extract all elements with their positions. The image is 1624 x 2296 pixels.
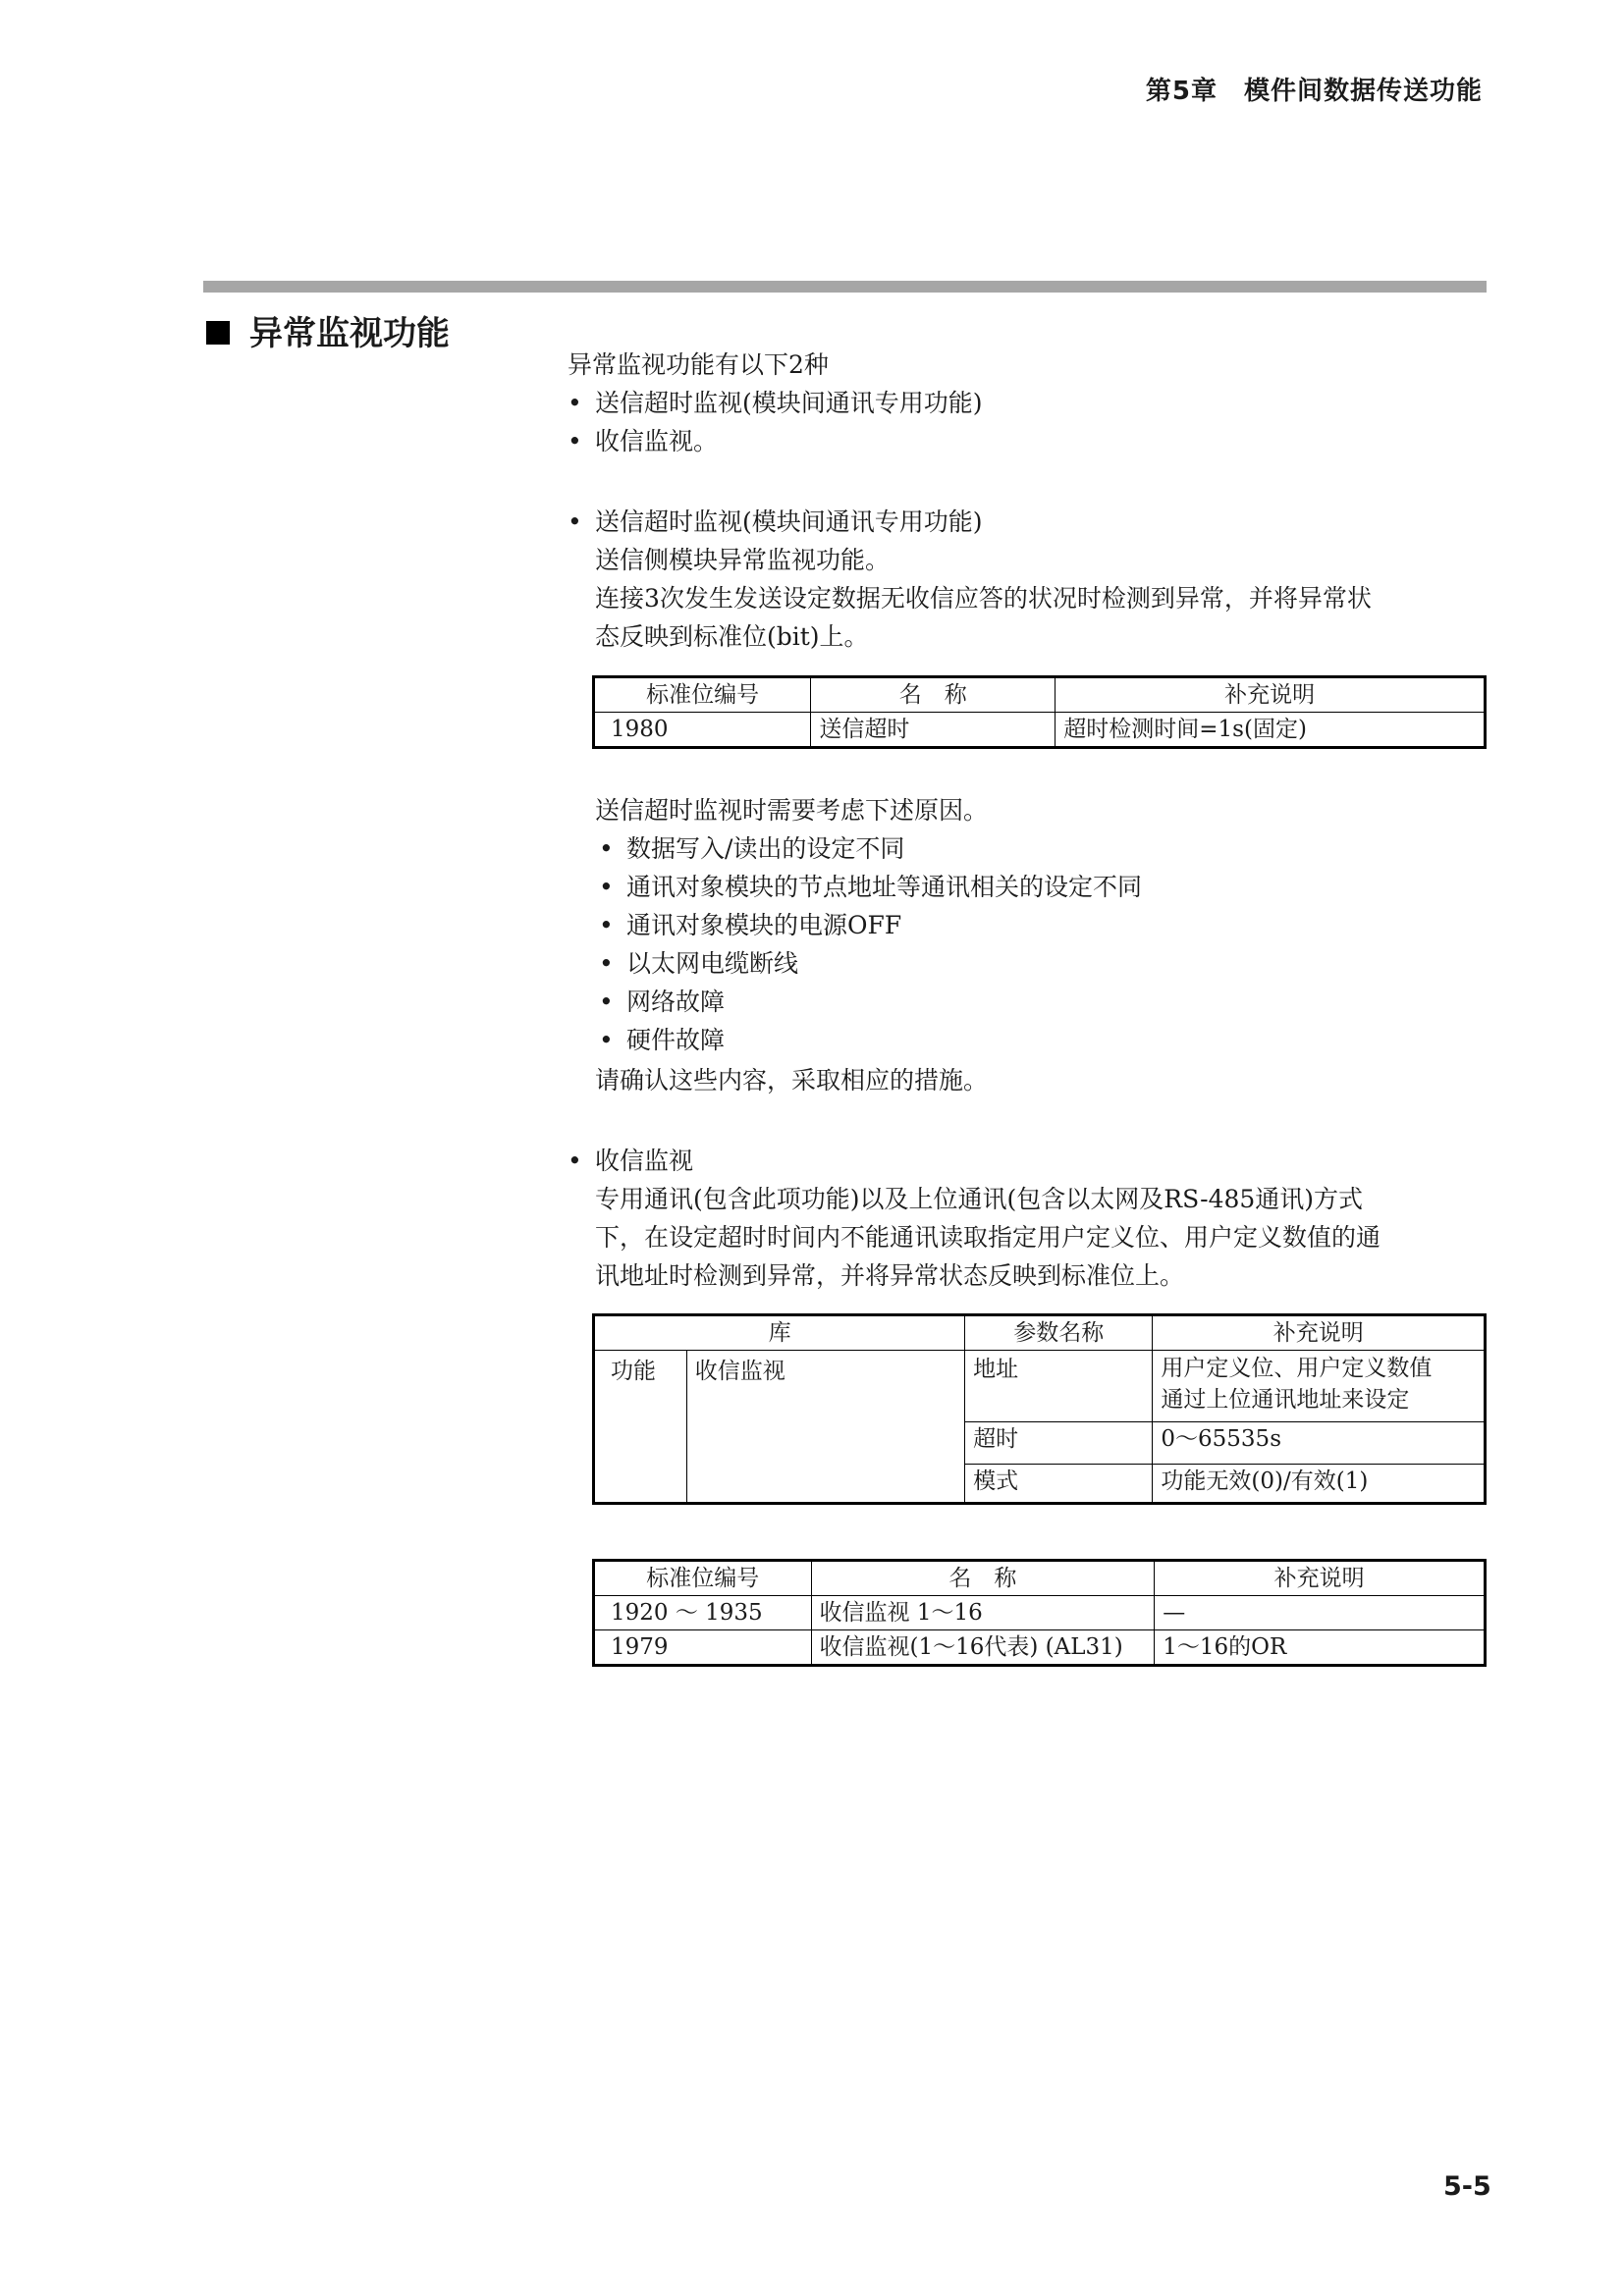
table-header-row — [594, 1561, 1486, 1596]
send-timeout-line: 态反映到标准位(bit)上。 — [595, 622, 869, 651]
receive-monitor-line: 下，在设定超时时间内不能通讯读取指定用户定义位、用户定义数值的通 — [595, 1223, 1381, 1252]
table-header-cell: 标准位编号 — [594, 677, 811, 713]
table-cell: 模式 — [965, 1465, 1153, 1504]
table-cell — [1153, 1351, 1486, 1422]
table-cell: 1920 ～ 1935 — [594, 1596, 812, 1630]
table-row — [594, 1630, 1486, 1666]
table-header-cell: 名 称 — [811, 677, 1056, 713]
note-line: 用户定义位、用户定义数值 — [1161, 1356, 1433, 1381]
table-cell: 0～65535s — [1153, 1422, 1486, 1465]
table-header-cell: 补充说明 — [1056, 677, 1486, 713]
receive-monitor-line: 专用通讯(包含此项功能)以及上位通讯(包含以太网及RS-485通讯)方式 — [595, 1185, 1364, 1213]
table-cell: — — [1155, 1596, 1486, 1630]
cause-item: • 通讯对象模块的节点地址等通讯相关的设定不同 — [626, 868, 1142, 906]
table-header-cell: 补充说明 — [1153, 1315, 1486, 1351]
table-cell: 收信监视(1～16代表) (AL31) — [811, 1630, 1155, 1666]
table-cell: 功能 — [594, 1351, 687, 1504]
send-timeout-title: • 送信超时监视(模块间通讯专用功能) — [595, 503, 983, 541]
table-header-row — [594, 677, 1486, 713]
table-row — [594, 1351, 1486, 1422]
table-cell: 1～16的OR — [1155, 1630, 1486, 1666]
table-header-cell: 补充说明 — [1155, 1561, 1486, 1596]
table-header-cell: 参数名称 — [965, 1315, 1153, 1351]
table-cell: 收信监视 — [686, 1351, 964, 1504]
causes-closing: 请确认这些内容，采取相应的措施。 — [595, 1066, 989, 1095]
table-cell: 超时 — [965, 1422, 1153, 1465]
section-title-text: 异常监视功能 — [249, 314, 450, 353]
table-cell: 送信超时 — [811, 713, 1056, 748]
table-row — [594, 713, 1486, 748]
table-header-row — [594, 1315, 1486, 1351]
cause-item: • 数据写入/读出的设定不同 — [626, 829, 904, 868]
send-timeout-line: 连接3次发生发送设定数据无收信应答的状况时检测到异常，并将异常状 — [595, 584, 1372, 613]
send-timeout-line: 送信侧模块异常监视功能。 — [595, 546, 891, 574]
receive-monitor-title: • 收信监视 — [595, 1142, 693, 1180]
send-timeout-table — [592, 675, 1487, 749]
table-header-cell: 名 称 — [811, 1561, 1155, 1596]
table-cell: 功能无效(0)/有效(1) — [1153, 1465, 1486, 1504]
table-cell: 超时检测时间=1s(固定) — [1056, 713, 1486, 748]
cause-item: • 以太网电缆断线 — [626, 944, 798, 983]
receive-monitor-line: 讯地址时检测到异常，并将异常状态反映到标准位上。 — [595, 1261, 1185, 1290]
table-row — [594, 1596, 1486, 1630]
intro-text: 异常监视功能有以下2种 — [568, 350, 829, 379]
intro-item: • 送信超时监视(模块间通讯专用功能) — [595, 384, 983, 422]
intro-item: • 收信监视。 — [595, 422, 718, 460]
section-title — [206, 306, 450, 354]
table-cell: 1979 — [594, 1630, 812, 1666]
causes-intro: 送信超时监视时需要考虑下述原因。 — [595, 796, 989, 825]
table-cell: 收信监视 1～16 — [811, 1596, 1155, 1630]
table-cell: 1980 — [594, 713, 811, 748]
table-cell: 地址 — [965, 1351, 1153, 1422]
chapter-header: 第5章 模件间数据传送功能 — [1145, 77, 1483, 106]
cause-item: • 通讯对象模块的电源OFF — [626, 906, 901, 944]
receive-monitor-bit-table — [592, 1559, 1487, 1667]
table-header-cell: 库 — [594, 1315, 965, 1351]
note-line: 通过上位通讯地址来设定 — [1161, 1387, 1410, 1413]
section-rule — [203, 281, 1487, 293]
page-number: 5-5 — [1443, 2171, 1491, 2202]
table-header-cell: 标准位编号 — [594, 1561, 812, 1596]
cause-item: • 网络故障 — [626, 983, 725, 1021]
square-bullet-icon — [206, 321, 230, 345]
cause-item: • 硬件故障 — [626, 1021, 725, 1059]
receive-monitor-param-table — [592, 1313, 1487, 1505]
